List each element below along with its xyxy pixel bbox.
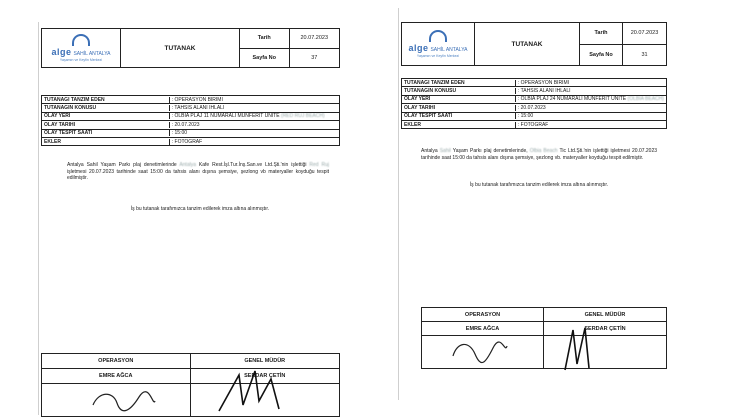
logo-arc-icon bbox=[429, 30, 447, 42]
field-key: TUTANAĞI TANZİM EDEN bbox=[402, 80, 516, 86]
body-text: Antalya bbox=[421, 148, 438, 154]
meta-value: 37 bbox=[311, 54, 318, 61]
field-value: : TAHSİS ALANI İHLALİ bbox=[517, 88, 571, 95]
document-title: TUTANAK bbox=[121, 29, 240, 67]
field-value: : OPERASYON BİRİMİ bbox=[517, 79, 569, 86]
field-value: : FOTOĞRAF bbox=[171, 138, 203, 145]
redacted-text: (RED RUJ BEACH) bbox=[281, 113, 325, 120]
sig-title-left: OPERASYON bbox=[422, 308, 544, 322]
document-page-2 bbox=[398, 8, 667, 400]
field-value: : TAHSİS ALANI İHLALİ bbox=[171, 105, 225, 112]
meta-label: Sayfa No bbox=[580, 45, 623, 66]
logo-brand: alge bbox=[51, 47, 72, 57]
body-text: Tic Ltd.Şti.'nin işlettiği işletmesi 20.07.2023 tarihinde saat 15:00 da tahsis alanı dışına şemsiye, şezlong vb. materyaller koyduğu tespit edilmiştir. bbox=[421, 148, 658, 161]
document-header bbox=[401, 22, 667, 66]
sig-title-right: GENEL MÜDÜR bbox=[191, 354, 340, 369]
field-key: EKLER bbox=[402, 122, 516, 128]
logo-arc-icon bbox=[72, 34, 90, 46]
field-value: : 20.07.2023 bbox=[171, 121, 200, 128]
meta-table bbox=[240, 29, 339, 67]
field-key: TUTANAĞIN KONUSU bbox=[42, 105, 170, 111]
field-key: OLAY YERİ bbox=[42, 113, 170, 119]
signature-scribble-left bbox=[449, 336, 509, 366]
redacted-text: Sahil bbox=[439, 148, 451, 154]
body-text: Kafe Rest.İşl.Tur.İnş.San.ve Ltd.Şti.'nin işlettiği bbox=[198, 162, 307, 168]
field-key: TUTANAĞI TANZİM EDEN bbox=[42, 97, 170, 103]
field-key: OLAY TESPİT SAATİ bbox=[42, 130, 170, 136]
redacted-text: Olbia Beach bbox=[529, 148, 558, 154]
document-body bbox=[67, 162, 329, 182]
closing-note: İş bu tutanak tarafımızca tanzim edilerek imza altına alınmıştır. bbox=[130, 206, 270, 212]
field-value: : OLBİA PLAJ 11 NUMARALI MÜNFERİT ÜNİTE bbox=[171, 113, 280, 120]
meta-value: 31 bbox=[641, 51, 648, 58]
document-header bbox=[41, 28, 340, 68]
field-key: OLAY TARİHİ bbox=[402, 105, 516, 111]
sig-name-right: SERDAR ÇETİN bbox=[191, 369, 340, 384]
logo-tagline: Yaşamın ve Keyfin Merkezi bbox=[416, 54, 460, 58]
sig-name-right: SERDAR ÇETİN bbox=[544, 322, 666, 336]
sig-title-right: GENEL MÜDÜR bbox=[544, 308, 666, 322]
field-value: : 20.07.2023 bbox=[517, 104, 546, 111]
logo-brand-sub: SAHİL ANTALYA bbox=[430, 47, 468, 53]
field-value: : 15:00 bbox=[517, 113, 534, 120]
field-value: : OPERASYON BİRİMİ bbox=[171, 96, 223, 103]
meta-table bbox=[580, 23, 666, 65]
meta-value: 20.07.2023 bbox=[290, 29, 340, 49]
field-key: OLAY TESPİT SAATİ bbox=[402, 113, 516, 119]
document-body bbox=[421, 148, 657, 161]
logo-tagline: Yaşamın ve Keyfin Merkezi bbox=[59, 58, 103, 62]
signature-table bbox=[41, 353, 340, 417]
redacted-text: Red Ruj bbox=[309, 162, 329, 168]
logo-brand-sub: SAHİL ANTALYA bbox=[73, 51, 111, 57]
field-key: OLAY YERİ bbox=[402, 96, 516, 102]
body-text: Antalya Sahil Yaşam Parkı plaj denetimlerinde bbox=[67, 162, 177, 168]
body-text: işletmesi 20.07.2023 tarihinde saat 15:00 da tahsis alanı dışına şemsiye, şezlong vb materyaller koyduğu tespit edilmiştir. bbox=[67, 168, 329, 181]
signature-scribble-right bbox=[557, 324, 597, 374]
alge-logo bbox=[42, 29, 121, 67]
field-value: : 15:00 bbox=[171, 130, 188, 137]
field-key: OLAY TARİHİ bbox=[42, 122, 170, 128]
sig-title-left: OPERASYON bbox=[42, 354, 191, 369]
signature-scribble-right bbox=[209, 365, 289, 415]
document-page-1 bbox=[38, 22, 341, 415]
body-text: Yaşam Parkı plaj denetimlerinde, bbox=[452, 148, 528, 154]
field-value: : FOTOĞRAF bbox=[517, 121, 549, 128]
info-table bbox=[401, 78, 667, 129]
closing-note: İş bu tutanak tarafımızca tanzim edilerek imza altına alınmıştır. bbox=[469, 182, 609, 188]
logo-brand: alge bbox=[408, 43, 429, 53]
sig-name-left: EMRE AĞCA bbox=[422, 322, 544, 336]
redacted-text: (OLBIA BEACH) bbox=[627, 96, 664, 103]
meta-value: 20.07.2023 bbox=[623, 23, 666, 45]
signature-scribble-left bbox=[89, 387, 159, 415]
meta-label: Tarih bbox=[580, 23, 623, 45]
field-key: EKLER bbox=[42, 139, 170, 145]
meta-label: Tarih bbox=[240, 29, 290, 49]
meta-label: Sayfa No bbox=[240, 49, 290, 68]
field-value: : OLBİA PLAJ 24 NUMARALI MÜNFERİT ÜNİTE bbox=[517, 96, 627, 103]
document-title: TUTANAK bbox=[475, 23, 580, 65]
field-key: TUTANAĞIN KONUSU bbox=[402, 88, 516, 94]
sig-name-left: EMRE AĞCA bbox=[42, 369, 191, 384]
redacted-text: Antalya bbox=[179, 162, 196, 168]
alge-logo bbox=[402, 23, 475, 65]
info-table bbox=[41, 95, 340, 146]
